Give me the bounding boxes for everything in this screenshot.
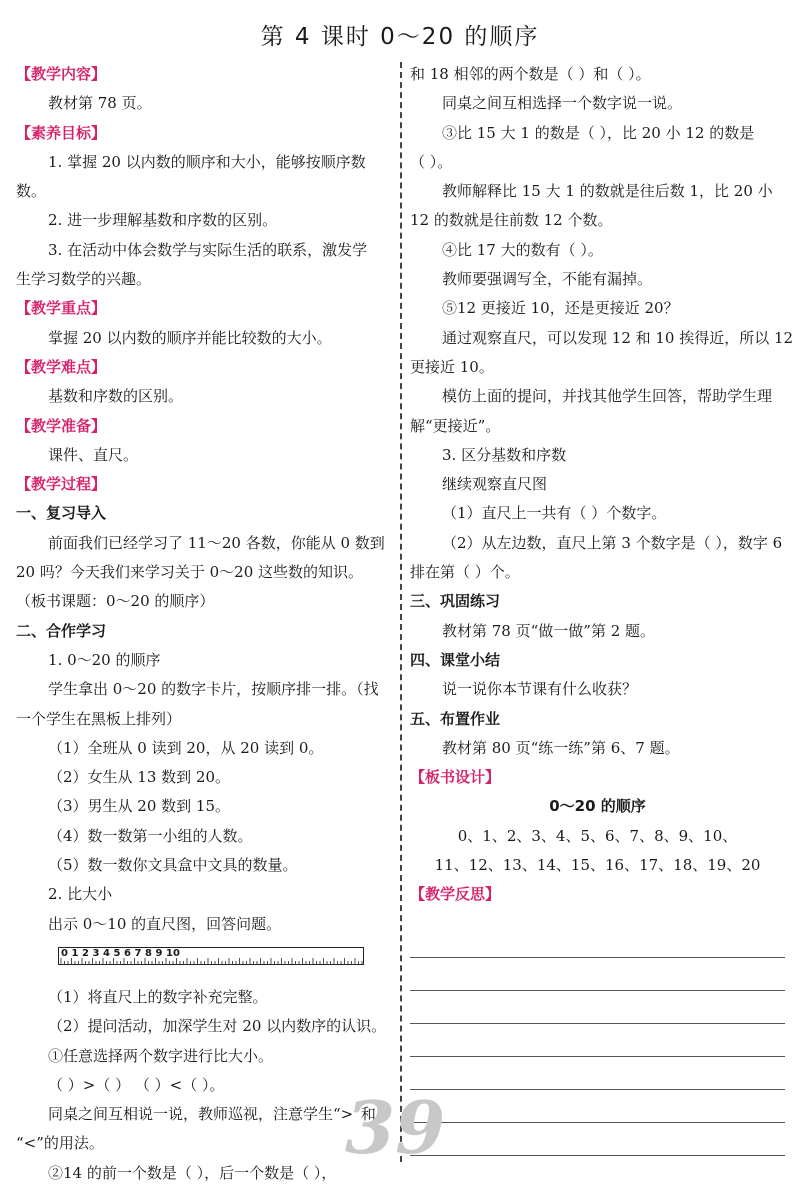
text-line: （2）提问活动，加深学生对 20 以内数序的认识。: [48, 1017, 387, 1036]
text-line: 解“更接近”。: [410, 416, 501, 435]
left-column: [16, 60, 394, 1188]
text-line: 1. 0～20 的顺序: [48, 650, 161, 669]
text-line: 20 吗？今天我们来学习关于 0～20 这些数的知识。: [16, 563, 364, 582]
ruler-number: 4: [103, 947, 110, 959]
text-line: （1）将直尺上的数字补充完整。: [48, 987, 268, 1006]
text-line: 继续观察直尺图: [442, 475, 548, 494]
text-line: 一个学生在黑板上排列）: [16, 709, 182, 728]
writing-line: [410, 1024, 785, 1057]
section-tag: 【教学反思】: [410, 885, 501, 904]
text-line: 课件、直尺。: [48, 445, 139, 464]
text-line: （板书课题：0～20 的顺序）: [16, 592, 215, 611]
ruler-number: 8: [145, 947, 152, 959]
text-line: 2. 进一步理解基数和序数的区别。: [48, 211, 278, 230]
text-line: （5）数一数你文具盒中文具的数量。: [48, 856, 298, 875]
text-line: ③比 15 大 1 的数是（ ），比 20 小 12 的数是: [442, 123, 755, 142]
text-line: 排在第（ ）个。: [410, 563, 520, 582]
section-heading: 二、合作学习: [16, 621, 107, 640]
page-title: 第 4 课时 0～20 的顺序: [260, 24, 540, 50]
section-heading: 三、巩固练习: [410, 592, 501, 611]
text-line: 0～20 的顺序: [549, 797, 646, 816]
section-tag: 【教学内容】: [16, 65, 107, 83]
ruler-number: 5: [113, 947, 121, 959]
text-line: 12 的数就是往前数 12 个数。: [410, 211, 613, 230]
text-line: 2. 比大小: [48, 885, 113, 904]
right-content: [410, 60, 794, 910]
text-line: 教师要强调写全，不能有漏掉。: [442, 270, 653, 289]
text-line: 出示 0～10 的直尺图，回答问题。: [48, 914, 282, 933]
text-line: （ ）>（ ） （ ）<（ ）。: [48, 1075, 225, 1094]
section-tag: 【教学重点】: [16, 299, 107, 318]
text-line: 同桌之间互相选择一个数字说一说。: [442, 94, 683, 113]
reflection-writing-lines: [410, 925, 785, 1156]
text-line: 通过观察直尺，可以发现 12 和 10 挨得近，所以 12: [442, 328, 794, 347]
ruler-number: 7: [134, 947, 142, 959]
ruler-number: 10: [166, 947, 180, 959]
ruler-number: 1: [71, 947, 79, 959]
section-tag: 【素养目标】: [16, 123, 107, 142]
text-line: （4）数一数第一小组的人数。: [48, 826, 253, 845]
section-tag: 【教学难点】: [16, 357, 107, 376]
ruler-number: 6: [124, 947, 131, 959]
text-line: 更接近 10。: [410, 357, 494, 376]
text-line: 掌握 20 以内数的顺序并能比较数的大小。: [48, 328, 332, 347]
text-line: 数。: [16, 182, 47, 201]
text-line: （1）全班从 0 读到 20，从 20 读到 0。: [48, 738, 324, 757]
text-line: 和 18 相邻的两个数是（ ）和（ ）。: [410, 65, 651, 83]
text-line: 11、12、13、14、15、16、17、18、19、20: [434, 856, 761, 875]
ruler-diagram: [58, 947, 364, 965]
ruler-number: 2: [82, 947, 89, 959]
writing-line: [410, 1090, 785, 1123]
column-divider: [400, 62, 402, 1162]
ruler-ticks: [59, 958, 363, 964]
section-heading: 一、复习导入: [16, 504, 107, 523]
text-line: 学生拿出 0～20 的数字卡片，按顺序排一排。（找: [48, 680, 379, 699]
left-content: [16, 60, 394, 939]
text-line: ①任意选择两个数字进行比大小。: [48, 1046, 274, 1065]
ruler-figure: [16, 939, 394, 983]
text-line: 教材第 80 页“练一练”第 6、7 题。: [442, 738, 680, 757]
text-line: （2）女生从 13 数到 20。: [48, 768, 231, 787]
ruler-number: 0: [61, 947, 68, 959]
section-tag: 【教学过程】: [16, 475, 107, 494]
text-line: 生学习数学的兴趣。: [16, 270, 152, 289]
text-line: （ ）。: [410, 152, 453, 171]
text-line: 前面我们已经学习了 11～20 各数，你能从 0 数到: [48, 533, 385, 552]
text-line: 基数和序数的区别。: [48, 387, 184, 406]
section-heading: 五、布置作业: [410, 709, 501, 728]
section-heading: 四、课堂小结: [410, 650, 501, 669]
text-line: 模仿上面的提问，并找其他学生回答，帮助学生理: [442, 387, 773, 406]
writing-line: [410, 1057, 785, 1090]
text-line: 教师解释比 15 大 1 的数就是往后数 1，比 20 小: [442, 182, 773, 201]
ruler-number: 9: [155, 947, 163, 959]
text-line: ②14 的前一个数是（ ），后一个数是（ ），: [48, 1163, 337, 1182]
text-line: 3. 区分基数和序数: [442, 445, 567, 464]
section-tag: 【教学准备】: [16, 416, 107, 435]
writing-line: [410, 925, 785, 958]
text-line: 0、1、2、3、4、5、6、7、8、9、10、: [457, 826, 738, 845]
writing-line: [410, 958, 785, 991]
text-line: （1）直尺上一共有（ ）个数字。: [442, 504, 667, 523]
text-line: 说一说你本节课有什么收获？: [442, 680, 638, 699]
text-line: （3）男生从 20 数到 15。: [48, 797, 231, 816]
text-line: 3. 在活动中体会数学与实际生活的联系，激发学: [48, 240, 368, 259]
writing-line: [410, 1123, 785, 1156]
text-line: “<”的用法。: [16, 1134, 104, 1153]
page-number: 39: [345, 1085, 446, 1170]
text-line: 同桌之间互相说一说，教师巡视，注意学生“>”和: [48, 1105, 376, 1124]
text-line: ④比 17 大的数有（ ）。: [442, 240, 603, 259]
text-line: 教材第 78 页“做一做”第 2 题。: [442, 621, 656, 640]
section-tag: 【板书设计】: [410, 768, 501, 787]
writing-line: [410, 991, 785, 1024]
text-line: 教材第 78 页。: [48, 94, 152, 113]
left-content-continued: [16, 983, 394, 1188]
text-line: （2）从左边数，直尺上第 3 个数字是（ ），数字 6: [442, 533, 783, 552]
text-line: 1. 掌握 20 以内数的顺序和大小，能够按顺序数: [48, 152, 366, 171]
text-line: ⑤12 更接近 10，还是更接近 20？: [442, 299, 679, 318]
ruler-number: 3: [92, 947, 100, 959]
right-column: [410, 60, 794, 910]
